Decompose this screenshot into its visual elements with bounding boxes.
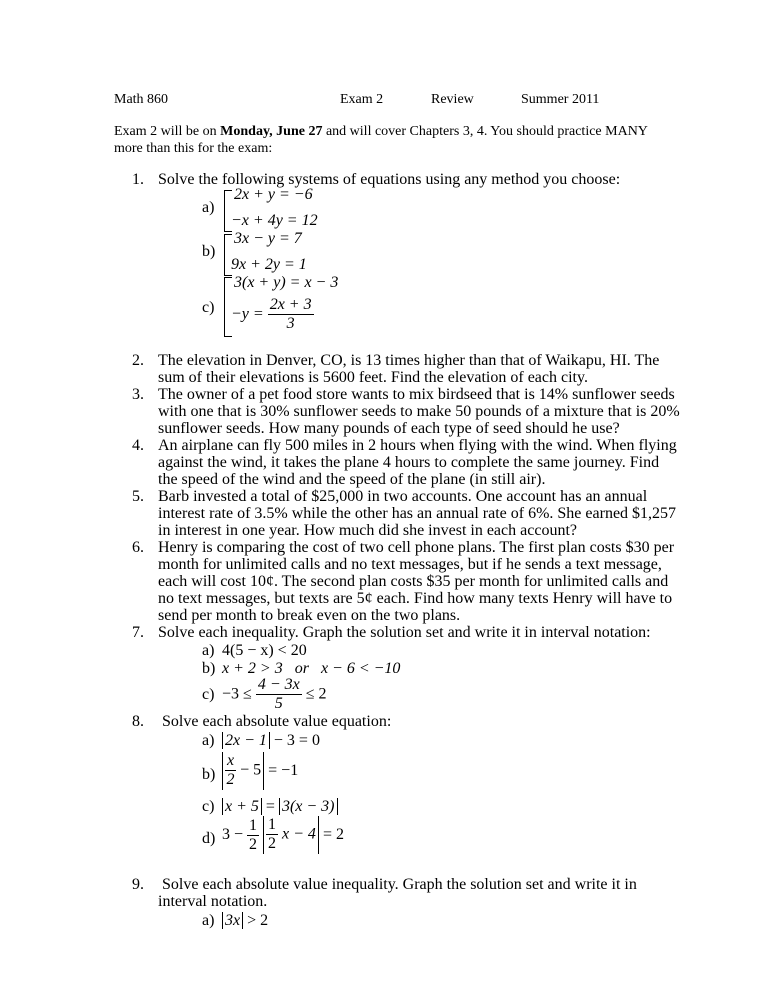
problem-5-line-1: Barb invested a total of $25,000 in two accounts. One account has an annual bbox=[158, 488, 648, 505]
problem-6-line-3: each will cost 10¢. The second plan costs $35 per month for unlimited calls and bbox=[158, 573, 669, 590]
p1-c-eq2: −y = $\frac{2x + 3}{3}$ bbox=[231, 296, 312, 332]
p1-a-eq1: 2x + y = −6 bbox=[234, 186, 313, 203]
course-name: Math 860 bbox=[114, 92, 169, 107]
problem-6-line-4: no text messages, but texts are 5¢ each. Find how many texts Henry will have to bbox=[158, 590, 673, 607]
problem-2-line-2: sum of their elevations is 5600 feet. Find the elevation of each city. bbox=[158, 369, 588, 386]
p7-c-label: c) bbox=[202, 686, 215, 703]
problem-3-line-2: with one that is 30% sunflower seeds to make 50 pounds of a mixture that is 20% bbox=[158, 403, 680, 420]
problem-8-number: 8. bbox=[132, 713, 144, 730]
p8-a-label: a) bbox=[202, 732, 215, 749]
problem-3-line-1: The owner of a pet food store wants to mix birdseed that is 14% sunflower seeds bbox=[158, 386, 675, 403]
p1-b-eq2: 9x + 2y = 1 bbox=[231, 256, 307, 273]
problem-3-line-3: sunflower seeds. How many pounds of each type of seed should he use? bbox=[158, 420, 620, 437]
p1-a-label: a) bbox=[202, 199, 215, 216]
intro-line-2: more than this for the exam: bbox=[114, 141, 273, 156]
p8-d-equation: 3 − $\frac{1}{2}$ $\frac{1}{2}$ x − 4 = 2 bbox=[222, 816, 344, 853]
p8-c-equation: x + 5 = 3(x − 3) bbox=[222, 798, 338, 816]
p7-b-inequality: x + 2 > 3 or x − 6 < −10 bbox=[222, 660, 401, 677]
problem-5-number: 5. bbox=[132, 488, 144, 505]
problem-2-number: 2. bbox=[132, 352, 144, 369]
problem-7-text: Solve each inequality. Graph the solution set and write it in interval notation: bbox=[158, 624, 651, 641]
p1-b-eq1: 3x − y = 7 bbox=[234, 230, 302, 247]
problem-4-line-2: against the wind, it takes the plane 4 hours to complete the same journey. Find bbox=[158, 454, 660, 471]
problem-1-text: Solve the following systems of equations using any method you choose: bbox=[158, 171, 621, 188]
problem-2-line-1: The elevation in Denver, CO, is 13 times higher than that of Waikapu, HI. The bbox=[158, 352, 660, 369]
p8-c-label: c) bbox=[202, 798, 215, 815]
p7-c-inequality: −3 ≤ $\frac{4 - 3x}{5}$ ≤ 2 bbox=[222, 676, 327, 712]
p7-b-label: b) bbox=[202, 660, 216, 677]
problem-9-line-2: interval notation. bbox=[158, 893, 268, 910]
problem-6-number: 6. bbox=[132, 539, 144, 556]
problem-6-line-1: Henry is comparing the cost of two cell phone plans. The first plan costs $30 per bbox=[158, 539, 675, 556]
p1-a-eq2: −x + 4y = 12 bbox=[231, 212, 318, 229]
p8-b-label: b) bbox=[202, 766, 216, 783]
problem-5-line-3: in interest in one year. How much did she invest in each account? bbox=[158, 522, 577, 539]
problem-4-line-3: the speed of the wind and the speed of the plane (in still air). bbox=[158, 471, 546, 488]
p1-c-label: c) bbox=[202, 299, 215, 316]
exam-label: Exam 2 bbox=[340, 92, 384, 107]
problem-9-number: 9. bbox=[132, 876, 144, 893]
exam-date: Monday, June 27 bbox=[220, 124, 323, 139]
p1-b-label: b) bbox=[202, 243, 216, 260]
p7-a-inequality: 4(5 − x) < 20 bbox=[222, 642, 307, 659]
problem-3-number: 3. bbox=[132, 386, 144, 403]
problem-8-text: Solve each absolute value equation: bbox=[162, 713, 392, 730]
p7-a-label: a) bbox=[202, 642, 215, 659]
problem-4-line-1: An airplane can fly 500 miles in 2 hours when flying with the wind. When flying bbox=[158, 437, 677, 454]
intro-line-1: Exam 2 will be on Monday, June 27 and will cover Chapters 3, 4. You should practice MANY bbox=[114, 124, 648, 139]
p7-c-fraction: $\frac{4 - 3x}{5}$ bbox=[257, 676, 300, 712]
p1-c-eq1: 3(x + y) = x − 3 bbox=[234, 274, 339, 291]
p9-a-label: a) bbox=[202, 912, 215, 929]
problem-4-number: 4. bbox=[132, 437, 144, 454]
problem-6-line-2: month for unlimited calls and no text messages, but if he sends a text message, bbox=[158, 556, 662, 573]
review-label: Review bbox=[431, 92, 474, 107]
p9-a-inequality: 3x > 2 bbox=[222, 912, 268, 930]
problem-6-line-5: send per month to break even on the two plans. bbox=[158, 607, 461, 624]
p8-b-equation: $\frac{x}{2}$ − 5 = −1 bbox=[222, 752, 298, 790]
p1-c-fraction: $\frac{2x + 3}{3}$ bbox=[269, 296, 312, 332]
problem-5-line-2: interest rate of 3.5% while the other has an annual rate of 6%. She earned $1,257 bbox=[158, 505, 677, 522]
problem-7-number: 7. bbox=[132, 624, 144, 641]
p8-d-label: d) bbox=[202, 830, 216, 847]
problem-1-number: 1. bbox=[132, 171, 144, 188]
problem-9-line-1: Solve each absolute value inequality. Graph the solution set and write it in bbox=[162, 876, 637, 893]
p8-a-equation: 2x − 1 − 3 = 0 bbox=[222, 732, 320, 750]
term-label: Summer 2011 bbox=[521, 92, 600, 107]
